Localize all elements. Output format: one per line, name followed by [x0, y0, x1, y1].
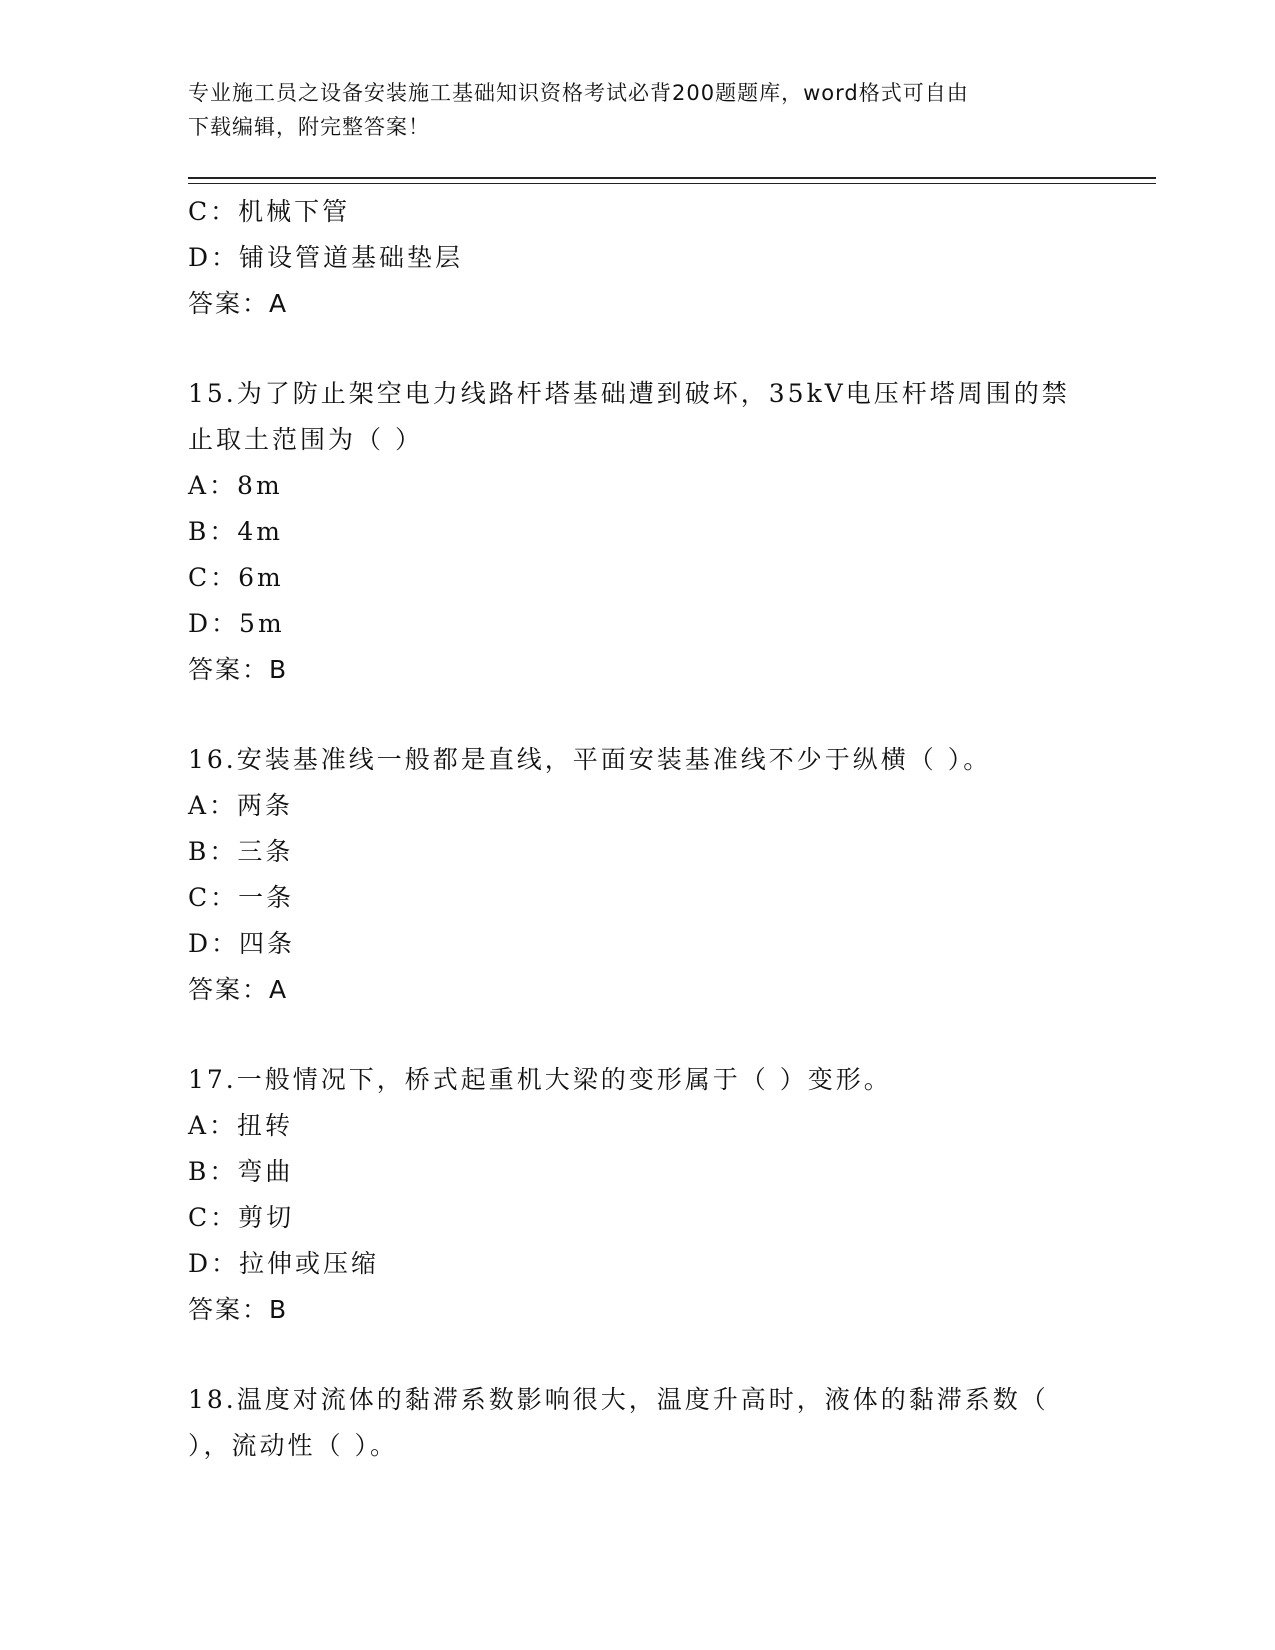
question-stem-continued: ），流动性（ ）。	[188, 1431, 398, 1460]
question-stem: 17.一般情况下，桥式起重机大梁的变形属于（ ）变形。	[188, 1065, 892, 1094]
spacer	[188, 693, 1088, 737]
option-d: D：拉伸或压缩	[188, 1249, 380, 1278]
header-line-2: 下载编辑，附完整答案！	[188, 115, 430, 139]
answer-line: 答案：B	[188, 1295, 289, 1324]
option-b: B：三条	[188, 837, 294, 866]
option-c: C：一条	[188, 883, 295, 912]
question-17	[188, 1057, 1088, 1333]
option-d: D：铺设管道基础垫层	[188, 243, 464, 272]
spacer	[188, 1013, 1088, 1057]
option-d: D：四条	[188, 929, 296, 958]
question-stem-continued: 止取土范围为（ ）	[188, 425, 423, 454]
option-c: C：6m	[188, 563, 284, 592]
answer-line: 答案：B	[188, 655, 289, 684]
option-c: C：剪切	[188, 1203, 295, 1232]
option-a: A：8m	[188, 471, 283, 500]
question-list	[188, 189, 1088, 1469]
question-16	[188, 737, 1088, 1013]
document-header	[188, 76, 1068, 144]
spacer	[188, 1333, 1088, 1377]
answer-line: 答案：A	[188, 289, 289, 318]
option-a: A：扭转	[188, 1111, 294, 1140]
header-divider-thin	[188, 183, 1156, 184]
option-b: B：弯曲	[188, 1157, 294, 1186]
option-c: C：机械下管	[188, 197, 351, 226]
option-a: A：两条	[188, 791, 294, 820]
question-stem: 16.安装基准线一般都是直线，平面安装基准线不少于纵横（ ）。	[188, 745, 992, 774]
question-14-tail	[188, 189, 1088, 327]
option-b: B：4m	[188, 517, 283, 546]
question-15	[188, 371, 1088, 693]
option-d: D：5m	[188, 609, 285, 638]
spacer	[188, 327, 1088, 371]
answer-line: 答案：A	[188, 975, 289, 1004]
header-line-1: 专业施工员之设备安装施工基础知识资格考试必背200题题库，word格式可自由	[188, 81, 969, 105]
question-18	[188, 1377, 1088, 1469]
question-stem: 18.温度对流体的黏滞系数影响很大，温度升高时，液体的黏滞系数（	[188, 1385, 1049, 1414]
header-divider-thick	[188, 177, 1156, 179]
question-stem: 15.为了防止架空电力线路杆塔基础遭到破坏，35kV电压杆塔周围的禁	[188, 379, 1070, 408]
